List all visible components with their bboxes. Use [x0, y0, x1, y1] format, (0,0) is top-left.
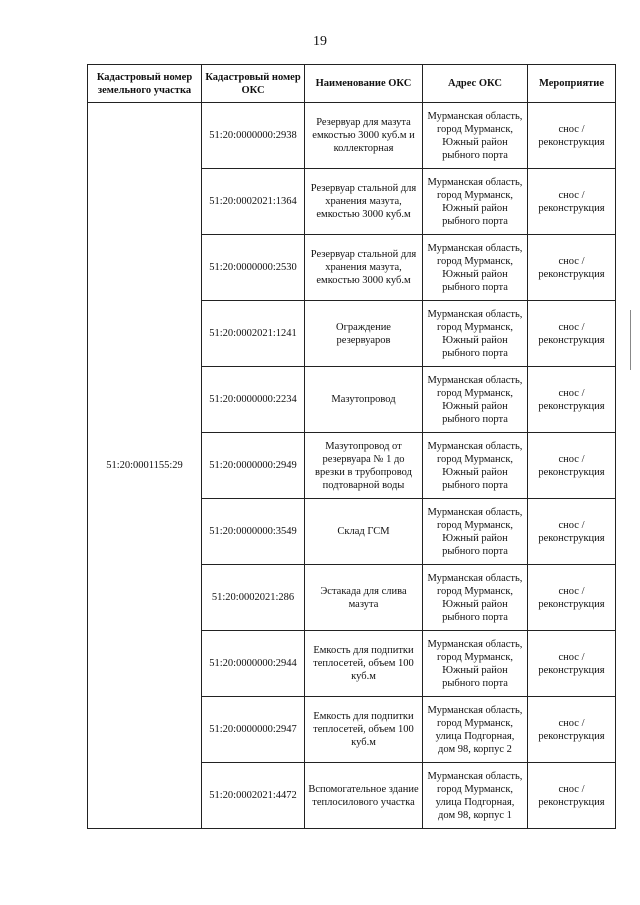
- action-cell: снос / реконструкция: [528, 169, 616, 235]
- oks-name-cell: Резервуар для мазута емкостью 3000 куб.м и коллекторная: [305, 103, 423, 169]
- oks-number-cell: 51:20:0000000:2949: [202, 433, 305, 499]
- oks-name-cell: Эстакада для слива мазута: [305, 565, 423, 631]
- header-oks-name: Наименование ОКС: [305, 65, 423, 103]
- oks-address-cell: Мурманская область, город Мурманск, улица Подгорная, дом 98, корпус 1: [423, 763, 528, 829]
- action-cell: снос / реконструкция: [528, 697, 616, 763]
- oks-number-cell: 51:20:0000000:2234: [202, 367, 305, 433]
- oks-number-cell: 51:20:0002021:1241: [202, 301, 305, 367]
- oks-name-cell: Емкость для подпитки теплосетей, объем 100 куб.м: [305, 631, 423, 697]
- action-cell: снос / реконструкция: [528, 103, 616, 169]
- oks-name-cell: Склад ГСМ: [305, 499, 423, 565]
- table-row: [88, 103, 616, 169]
- oks-address-cell: Мурманская область, город Мурманск, Южный район рыбного порта: [423, 499, 528, 565]
- oks-name-cell: Вспомогательное здание теплосилового участка: [305, 763, 423, 829]
- oks-number-cell: 51:20:0000000:2947: [202, 697, 305, 763]
- table-header-row: [88, 65, 616, 103]
- oks-name-cell: Резервуар стальной для хранения мазута, емкостью 3000 куб.м: [305, 169, 423, 235]
- scan-edge-mark: [630, 310, 631, 370]
- oks-number-cell: 51:20:0002021:1364: [202, 169, 305, 235]
- oks-address-cell: Мурманская область, город Мурманск, улица Подгорная, дом 98, корпус 2: [423, 697, 528, 763]
- oks-address-cell: Мурманская область, город Мурманск, Южный район рыбного порта: [423, 169, 528, 235]
- oks-number-cell: 51:20:0000000:2944: [202, 631, 305, 697]
- action-cell: снос / реконструкция: [528, 367, 616, 433]
- oks-number-cell: 51:20:0000000:3549: [202, 499, 305, 565]
- oks-address-cell: Мурманская область, город Мурманск, Южный район рыбного порта: [423, 301, 528, 367]
- action-cell: снос / реконструкция: [528, 763, 616, 829]
- oks-number-cell: 51:20:0002021:4472: [202, 763, 305, 829]
- header-oks-address: Адрес ОКС: [423, 65, 528, 103]
- header-oks-number: Кадастровый номер ОКС: [202, 65, 305, 103]
- oks-name-cell: Емкость для подпитки теплосетей, объем 100 куб.м: [305, 697, 423, 763]
- oks-number-cell: 51:20:0002021:286: [202, 565, 305, 631]
- header-action: Мероприятие: [528, 65, 616, 103]
- oks-address-cell: Мурманская область, город Мурманск, Южный район рыбного порта: [423, 433, 528, 499]
- oks-number-cell: 51:20:0000000:2530: [202, 235, 305, 301]
- oks-address-cell: Мурманская область, город Мурманск, Южный район рыбного порта: [423, 631, 528, 697]
- header-land-plot-number: Кадастровый номер земельного участка: [88, 65, 202, 103]
- oks-name-cell: Ограждение резервуаров: [305, 301, 423, 367]
- action-cell: снос / реконструкция: [528, 301, 616, 367]
- register-table: [87, 64, 616, 829]
- oks-address-cell: Мурманская область, город Мурманск, Южный район рыбного порта: [423, 235, 528, 301]
- oks-address-cell: Мурманская область, город Мурманск, Южный район рыбного порта: [423, 103, 528, 169]
- oks-address-cell: Мурманская область, город Мурманск, Южный район рыбного порта: [423, 367, 528, 433]
- oks-address-cell: Мурманская область, город Мурманск, Южный район рыбного порта: [423, 565, 528, 631]
- page-number: 19: [313, 34, 327, 49]
- oks-number-cell: 51:20:0000000:2938: [202, 103, 305, 169]
- oks-name-cell: Резервуар стальной для хранения мазута, емкостью 3000 куб.м: [305, 235, 423, 301]
- action-cell: снос / реконструкция: [528, 235, 616, 301]
- action-cell: снос / реконструкция: [528, 499, 616, 565]
- oks-name-cell: Мазутопровод от резервуара № 1 до врезки в трубопровод подтоварной воды: [305, 433, 423, 499]
- action-cell: снос / реконструкция: [528, 433, 616, 499]
- oks-name-cell: Мазутопровод: [305, 367, 423, 433]
- land-plot-number-cell: 51:20:0001155:29: [88, 103, 202, 829]
- action-cell: снос / реконструкция: [528, 631, 616, 697]
- action-cell: снос / реконструкция: [528, 565, 616, 631]
